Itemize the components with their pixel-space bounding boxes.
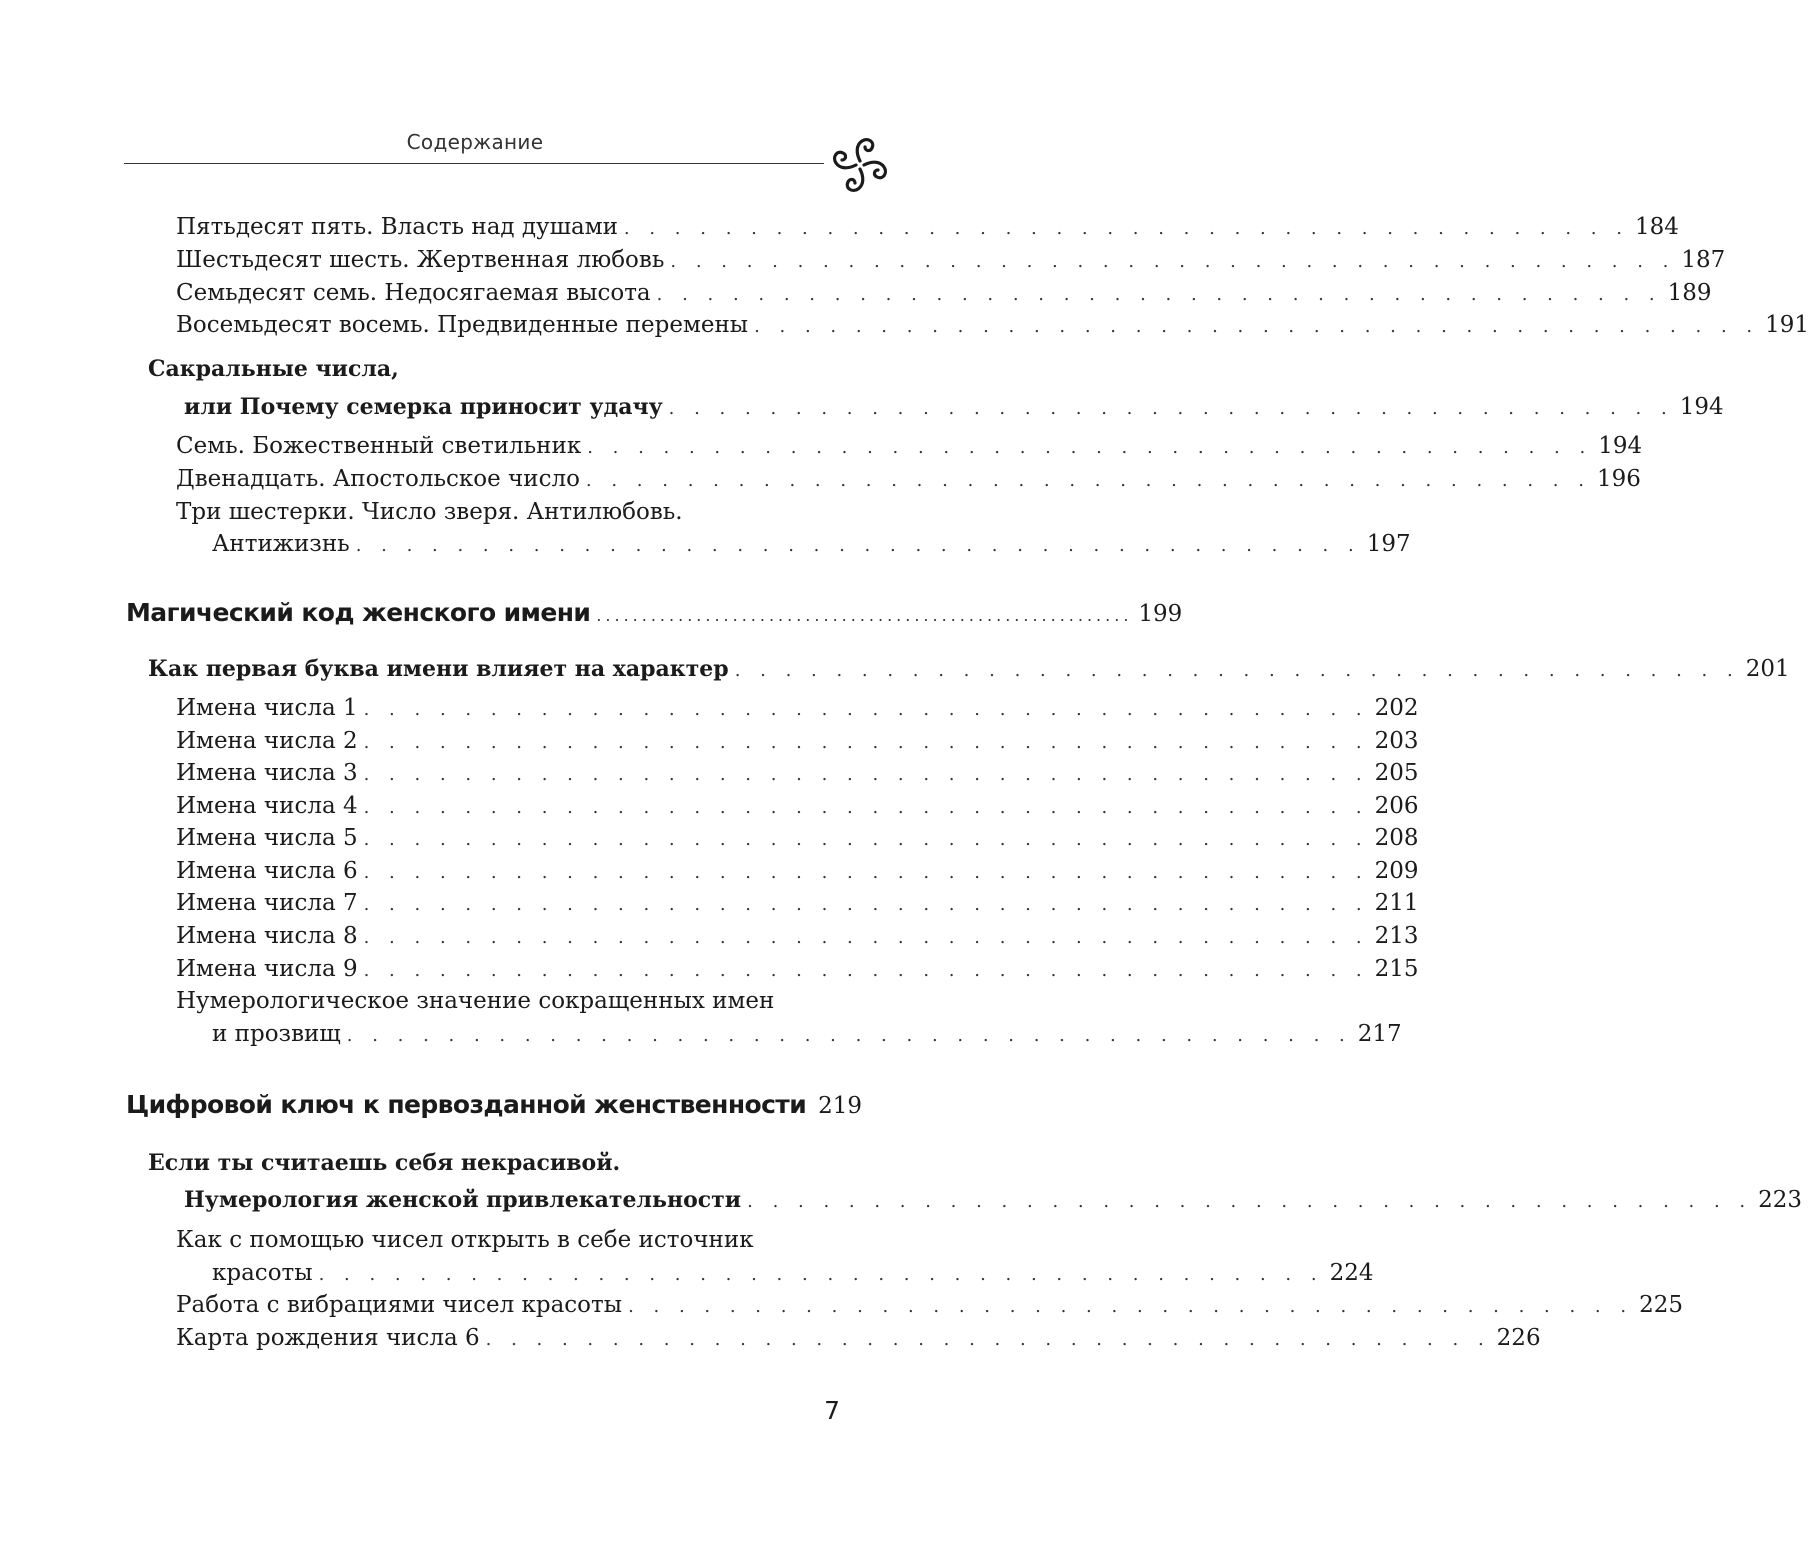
toc-entry-title: Имена числа 5: [176, 825, 358, 851]
toc-entry[interactable]: [176, 760, 1419, 786]
toc-entry-title: Имена числа 4: [176, 793, 358, 819]
toc-entry-title-line2: красоты: [212, 1260, 313, 1286]
dot-leader: . . . . . . . . . . . . . . . . . . . . . . . . . . . . . . . . . . . . . . . .: [587, 437, 1593, 458]
toc-entry[interactable]: [176, 247, 1726, 273]
dot-leader: . . . . . . . . . . . . . . . . . . . . . . . . . . . . . . . . . . . . . . . .: [355, 535, 1361, 556]
dot-leader: . . . . . . . . . . . . . . . . . . . . . . . . . . . . . . . . . . . . . . . .: [346, 1025, 1352, 1046]
toc-entry[interactable]: [176, 825, 1419, 851]
toc-entry[interactable]: [176, 280, 1712, 306]
toc-chapter-entry[interactable]: [126, 598, 1183, 627]
toc-chapter-title: Цифровой ключ к первозданной женственности: [126, 1090, 807, 1119]
toc-section-title: Как первая буква имени влияет на характер: [148, 656, 729, 682]
toc-entry-title-line1[interactable]: Как с помощью чисел открыть в себе источник: [176, 1227, 754, 1253]
toc-chapter-entry[interactable]: [126, 1090, 863, 1119]
toc-entry-page: 194: [1598, 433, 1643, 459]
toc-entry-page: 219: [818, 1093, 863, 1119]
toc-entry-title: Имена числа 8: [176, 923, 358, 949]
toc-entry-page: 224: [1329, 1260, 1374, 1286]
toc-entry-page: 225: [1639, 1292, 1683, 1318]
toc-entry-page: 209: [1374, 858, 1419, 884]
toc-entry[interactable]: [176, 793, 1419, 819]
running-header-title: Содержание: [406, 130, 544, 154]
toc-entry-title: Семьдесят семь. Недосягаемая высота: [176, 280, 651, 306]
toc-entry[interactable]: [212, 1021, 1402, 1047]
toc-entry[interactable]: [176, 728, 1419, 754]
toc-entry-title-line2: Антижизнь: [212, 531, 350, 557]
toc-entry-page: 189: [1667, 280, 1712, 306]
toc-entry-title: Карта рождения числа 6: [176, 1325, 480, 1351]
dot-leader: . . . . . . . . . . . . . . . . . . . . . . . . . . . . . . . . . . . . . . . .: [318, 1264, 1324, 1285]
toc-entry-page: 197: [1366, 531, 1411, 557]
toc-entry[interactable]: [176, 858, 1419, 884]
toc-entry-title: Пятьдесят пять. Власть над душами: [176, 214, 618, 240]
toc-entry-page: 203: [1374, 728, 1419, 754]
toc-entry-page: 215: [1374, 956, 1419, 982]
toc-section-entry[interactable]: [148, 656, 1790, 682]
dot-leader: . . . . . . . . . . . . . . . . . . . . . . . . . . . . . . . . . . . . . . . .: [734, 660, 1740, 681]
dot-leader: . . . . . . . . . . . . . . . . . . . . . . . . . . . . . . . . . . . . . . . .: [485, 1329, 1491, 1350]
toc-entry-page: 226: [1496, 1325, 1541, 1351]
toc-entry[interactable]: [176, 466, 1641, 492]
toc-section-title-line2: или Почему семерка приносит удачу: [184, 394, 663, 420]
toc-entry-page: 208: [1374, 825, 1419, 851]
toc-section-entry[interactable]: [184, 1187, 1803, 1213]
toc-entry[interactable]: [176, 312, 1809, 338]
dot-leader: . . . . . . . . . . . . . . . . . . . . . . . . . . . . . . . . . . . . . . . .: [670, 251, 1676, 272]
page-number: 7: [824, 1396, 840, 1425]
toc-entry-title: Шестьдесят шесть. Жертвенная любовь: [176, 247, 665, 273]
dot-leader: . . . . . . . . . . . . . . . . . . . . . . . . . . . . . . . . . . . . . . . .: [623, 218, 1629, 239]
toc-entry-page: 206: [1374, 793, 1419, 819]
dot-leader: . . . . . . . . . . . . . . . . . . . . . . . . . . . . . . . . . . . . . . . .: [754, 316, 1760, 337]
toc-entry-page: 205: [1374, 760, 1419, 786]
toc-section-title-line1[interactable]: Если ты считаешь себя некрасивой.: [148, 1150, 621, 1176]
toc-entry[interactable]: [176, 923, 1419, 949]
toc-section-title-line2: Нумерология женской привлекательности: [184, 1187, 742, 1213]
toc-chapter-title: Магический код женского имени: [126, 598, 591, 627]
dot-leader: . . . . . . . . . . . . . . . . . . . . . . . . . . . . . . . . . . . . . . . .: [363, 732, 1369, 753]
toc-entry-title: Семь. Божественный светильник: [176, 433, 582, 459]
toc-entry-title: Имена числа 9: [176, 956, 358, 982]
dot-leader: . . . . . . . . . . . . . . . . . . . . . . . . . . . . . . . . . . . . . . . .: [747, 1191, 1753, 1212]
toc-entry[interactable]: [176, 956, 1419, 982]
toc-entry-title: Имена числа 1: [176, 695, 358, 721]
toc-entry-page: 196: [1596, 466, 1641, 492]
toc-entry-page: 191: [1765, 312, 1809, 338]
toc-section-entry[interactable]: [184, 394, 1724, 420]
dot-leader: . . . . . . . . . . . . . . . . . . . . . . . . . . . . . . . . . . . . . . . .: [668, 398, 1674, 419]
toc-entry[interactable]: [176, 433, 1643, 459]
toc-entry-title: Восемьдесят восемь. Предвиденные перемены: [176, 312, 749, 338]
toc-section-title-line1[interactable]: Сакральные числа,: [148, 356, 399, 382]
toc-entry-title: Имена числа 2: [176, 728, 358, 754]
toc-entry[interactable]: [212, 1260, 1374, 1286]
dot-leader: . . . . . . . . . . . . . . . . . . . . . . . . . . . . . . . . . . . . . . . .: [363, 927, 1369, 948]
dot-leader: ...........................................................: [596, 606, 1133, 625]
toc-entry[interactable]: [176, 214, 1679, 240]
toc-entry-title: Двенадцать. Апостольское число: [176, 466, 580, 492]
dot-leader: . . . . . . . . . . . . . . . . . . . . . . . . . . . . . . . . . . . . . . . .: [656, 284, 1662, 305]
toc-entry-page: 217: [1357, 1021, 1402, 1047]
dot-leader: . . . . . . . . . . . . . . . . . . . . . . . . . . . . . . . . . . . . . . . .: [363, 829, 1369, 850]
toc-entry-page: 184: [1634, 214, 1679, 240]
toc-entry-title: Имена числа 6: [176, 858, 358, 884]
toc-entry-title-line1[interactable]: Три шестерки. Число зверя. Антилюбовь.: [176, 499, 683, 525]
toc-entry-title: Имена числа 3: [176, 760, 358, 786]
toc-entry-title: Имена числа 7: [176, 890, 358, 916]
dot-leader: . . . . . . . . . . . . . . . . . . . . . . . . . . . . . . . . . . . . . . . .: [363, 764, 1369, 785]
toc-entry-page: 187: [1681, 247, 1726, 273]
dot-leader: . . . . . . . . . . . . . . . . . . . . . . . . . . . . . . . . . . . . . . . .: [363, 960, 1369, 981]
toc-entry[interactable]: [176, 890, 1419, 916]
toc-entry-title-line2: и прозвищ: [212, 1021, 341, 1047]
toc-entry-page: 211: [1374, 890, 1419, 916]
dot-leader: . . . . . . . . . . . . . . . . . . . . . . . . . . . . . . . . . . . . . . . .: [363, 894, 1369, 915]
toc-entry-page: 201: [1745, 656, 1790, 682]
toc-entry[interactable]: [176, 1292, 1683, 1318]
toc-entry-page: 223: [1758, 1187, 1803, 1213]
toc-entry[interactable]: [212, 531, 1411, 557]
dot-leader: . . . . . . . . . . . . . . . . . . . . . . . . . . . . . . . . . . . . . . . .: [628, 1296, 1634, 1317]
toc-entry-page: 194: [1679, 394, 1724, 420]
toc-entry-title: Работа с вибрациями чисел красоты: [176, 1292, 623, 1318]
toc-entry-title-line1[interactable]: Нумерологическое значение сокращенных имен: [176, 988, 775, 1014]
toc-entry-page: 202: [1374, 695, 1419, 721]
dot-leader: . . . . . . . . . . . . . . . . . . . . . . . . . . . . . . . . . . . . . . . .: [363, 862, 1369, 883]
toc-entry[interactable]: [176, 1325, 1541, 1351]
toc-entry[interactable]: [176, 695, 1419, 721]
dot-leader: . . . . . . . . . . . . . . . . . . . . . . . . . . . . . . . . . . . . . . . .: [585, 470, 1591, 491]
dot-leader: . . . . . . . . . . . . . . . . . . . . . . . . . . . . . . . . . . . . . . . .: [363, 699, 1369, 720]
dot-leader: . . . . . . . . . . . . . . . . . . . . . . . . . . . . . . . . . . . . . . . .: [363, 797, 1369, 818]
toc-entry-page: 199: [1138, 601, 1183, 627]
toc-entry-page: 213: [1374, 923, 1419, 949]
